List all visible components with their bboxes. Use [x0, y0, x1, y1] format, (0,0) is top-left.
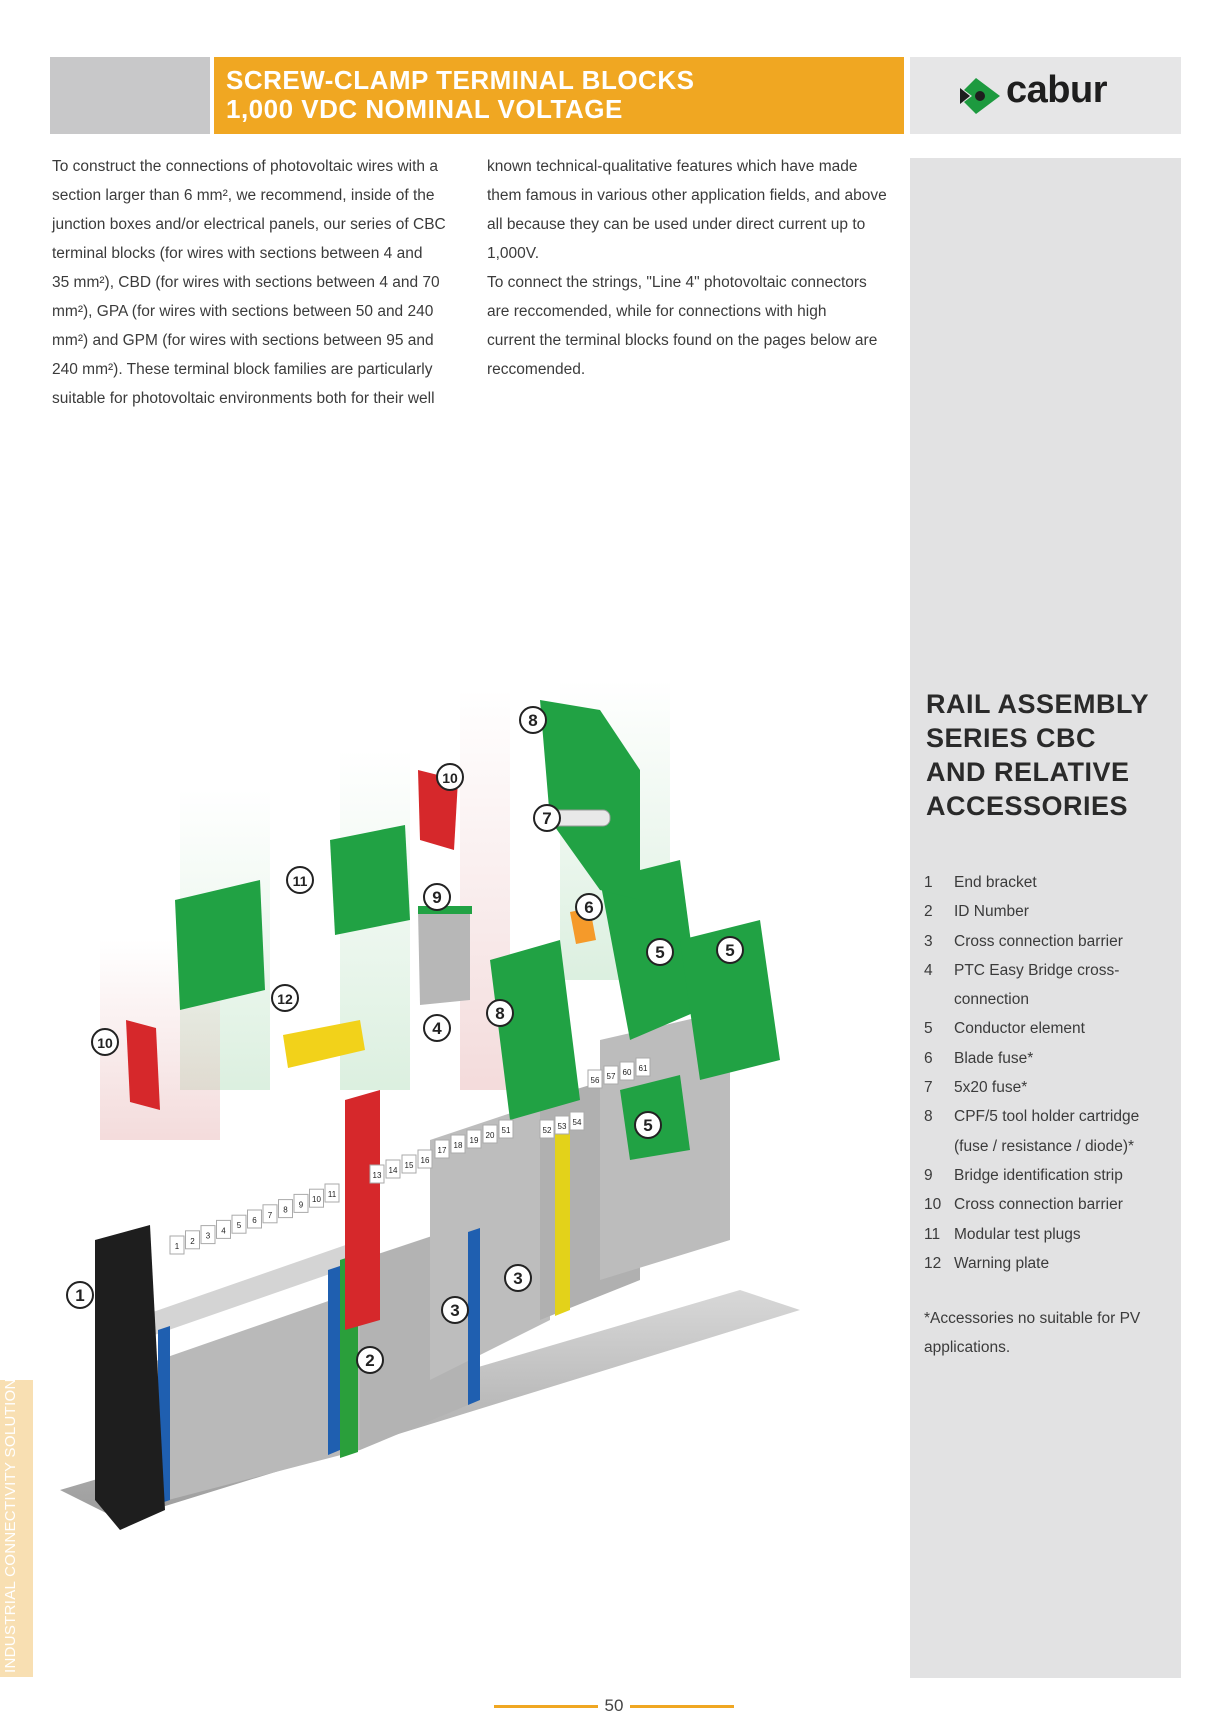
- id-number-text: 54: [572, 1118, 582, 1127]
- id-number-text: 13: [372, 1171, 382, 1180]
- id-number-text: 57: [606, 1072, 616, 1081]
- legend-text: 5x20 fuse*: [954, 1079, 1028, 1097]
- cabur-logo-icon: [956, 76, 1002, 116]
- accessories-legend: [924, 868, 1174, 1278]
- footer-rule-right: [630, 1705, 734, 1708]
- body-text-line: To connect the strings, "Line 4" photovoltaic connectors: [487, 274, 867, 291]
- page-title-line-1: SCREW-CLAMP TERMINAL BLOCKS: [226, 65, 695, 95]
- legend-text: Conductor element: [954, 1020, 1085, 1038]
- body-text-line: known technical-qualitative features which have made: [487, 158, 858, 175]
- callout-label: 8: [495, 1004, 505, 1023]
- legend-number: 3: [924, 932, 933, 950]
- legend-item: [924, 1220, 1174, 1249]
- id-number-text: 11: [327, 1190, 337, 1199]
- legend-number: 8: [924, 1108, 933, 1126]
- callout-label: 2: [365, 1351, 375, 1370]
- callout-label: 4: [432, 1019, 442, 1038]
- callout-label: 1: [75, 1286, 85, 1305]
- id-number-text: 16: [420, 1156, 430, 1165]
- legend-item: [924, 1073, 1174, 1102]
- body-text-line: are reccomended, while for connections with high: [487, 303, 827, 320]
- legend-text: End bracket: [954, 874, 1037, 891]
- legend-item: [924, 1249, 1174, 1278]
- modular-test-plug: [330, 825, 410, 935]
- cross-connection-barrier: [126, 1020, 160, 1110]
- sidebar-title-line: ACCESSORIES: [926, 791, 1129, 821]
- legend-text: PTC Easy Bridge cross-connection: [954, 961, 1120, 1009]
- id-number-text: 10: [312, 1195, 321, 1205]
- legend-text: Blade fuse*: [954, 1049, 1034, 1067]
- id-number-text: 20: [485, 1131, 495, 1140]
- body-text-column-2: [487, 152, 892, 384]
- legend-number: 4: [924, 961, 933, 979]
- callout-label: 10: [97, 1035, 113, 1051]
- body-text-line: suitable for photovoltaic environments both for their well: [52, 390, 435, 407]
- body-text-line: 240 mm²). These terminal block families are particularly: [52, 361, 433, 378]
- body-text-line: section larger than 6 mm², we recommend, inside of the: [52, 187, 435, 204]
- legend-text: Bridge identification strip: [954, 1166, 1123, 1184]
- callout-label: 7: [542, 809, 552, 828]
- id-number-text: 19: [469, 1136, 479, 1145]
- callout-label: 10: [442, 770, 458, 786]
- legend-text: CPF/5 tool holder cartridge (fuse / resistance / diode)*: [954, 1108, 1140, 1155]
- legend-item: [924, 1161, 1174, 1190]
- page-number: 50: [604, 1696, 624, 1715]
- callout-label: 5: [725, 941, 735, 960]
- id-number-text: 52: [542, 1126, 552, 1135]
- body-text-line: junction boxes and/or electrical panels, our series of CBC: [52, 216, 446, 233]
- id-number-text: 60: [622, 1068, 632, 1077]
- id-number-text: 5: [236, 1221, 242, 1231]
- red-barrier: [345, 1090, 380, 1330]
- callout-label: 8: [528, 711, 538, 730]
- legend-number: 5: [924, 1020, 933, 1038]
- sidebar-title-line: SERIES CBC: [926, 723, 1097, 753]
- body-text-line: terminal blocks (for wires with sections between 4 and: [52, 245, 423, 262]
- legend-item: [924, 1044, 1174, 1073]
- legend-item: [924, 1102, 1174, 1161]
- legend-footnote: *Accessories no suitable for PV applications.: [924, 1310, 1141, 1356]
- callout-label: 11: [292, 873, 308, 889]
- body-text-line: 1,000V.: [487, 245, 540, 262]
- callout-label: 5: [655, 943, 665, 962]
- legend-item: [924, 1014, 1174, 1043]
- callout-label: 6: [584, 898, 594, 917]
- legend-text: Cross connection barrier: [954, 1196, 1123, 1214]
- legend-text: Cross connection barrier: [954, 932, 1123, 950]
- id-number-text: 6: [252, 1216, 257, 1225]
- id-number-text: 51: [501, 1126, 511, 1135]
- body-text-line: reccomended.: [487, 361, 586, 378]
- footer-rule-left: [494, 1705, 598, 1708]
- legend-item: [924, 927, 1174, 956]
- legend-number: 2: [924, 903, 933, 921]
- id-number-text: 9: [298, 1200, 304, 1210]
- legend-item: [924, 897, 1174, 926]
- body-text-line: mm²), GPA (for wires with sections between 50 and 240: [52, 303, 434, 320]
- legend-item: [924, 1190, 1174, 1219]
- page-title: [226, 66, 694, 124]
- callout-label: 5: [643, 1116, 653, 1135]
- legend-item: [924, 868, 1174, 897]
- legend-text: Modular test plugs: [954, 1225, 1081, 1243]
- body-text-line: current the terminal blocks found on the pages below are: [487, 332, 878, 349]
- legend-number: 10: [924, 1196, 942, 1214]
- body-text-line: them famous in various other application fields, and above: [487, 187, 887, 204]
- body-text-line: all because they can be used under direct current up to: [487, 216, 866, 233]
- legend-number: 11: [924, 1225, 941, 1243]
- legend-number: 12: [924, 1254, 942, 1272]
- bridge-cross-connection: [418, 906, 470, 1005]
- id-number-text: 2: [190, 1236, 195, 1246]
- id-number-text: 1: [174, 1242, 180, 1251]
- legend-item: [924, 956, 1174, 1015]
- id-number-text: 15: [404, 1161, 414, 1170]
- legend-text: ID Number: [954, 903, 1029, 921]
- id-number-text: 4: [221, 1226, 226, 1236]
- modular-test-plug: [175, 880, 265, 1010]
- legend-number: 7: [924, 1079, 933, 1097]
- body-text-line: mm²) and GPM (for wires with sections between 95 and: [52, 332, 434, 349]
- body-text-line: To construct the connections of photovoltaic wires with a: [52, 158, 438, 175]
- id-number-text: 8: [283, 1205, 288, 1215]
- header-gray-block: [50, 57, 210, 134]
- legend-number: 1: [924, 874, 933, 891]
- id-number-text: 56: [590, 1076, 600, 1085]
- brand-logo-text: cabur: [1006, 69, 1107, 111]
- callout-label: 12: [277, 991, 293, 1007]
- page-title-line-2: 1,000 VDC NOMINAL VOLTAGE: [226, 94, 623, 124]
- brand-logo-box: [910, 57, 1181, 134]
- vertical-section-label: INDUSTRIAL CONNECTIVITY SOLUTIONS: [2, 1368, 19, 1673]
- legend-number: 6: [924, 1049, 933, 1067]
- id-number-text: 53: [557, 1122, 567, 1131]
- end-bracket: [95, 1225, 165, 1530]
- sidebar-title-line: AND RELATIVE: [926, 757, 1130, 787]
- id-number-text: 61: [638, 1064, 648, 1073]
- callout-label: 9: [432, 888, 442, 907]
- id-number-text: 7: [267, 1210, 273, 1220]
- rail-assembly-illustration: [40, 680, 920, 1560]
- sidebar-title-line: RAIL ASSEMBLY: [926, 689, 1150, 719]
- body-text-column-1: [52, 152, 457, 413]
- id-number-text: 18: [453, 1141, 463, 1150]
- body-text-line: 35 mm²), CBD (for wires with sections between 4 and 70: [52, 274, 440, 291]
- callout-label: 3: [450, 1301, 460, 1320]
- sidebar-title: [926, 687, 1149, 823]
- id-number-text: 3: [205, 1231, 211, 1241]
- callout-label: 3: [513, 1269, 523, 1288]
- id-number-text: 14: [388, 1166, 398, 1175]
- id-number-text: 17: [437, 1146, 447, 1155]
- legend-number: 9: [924, 1166, 933, 1184]
- legend-text: Warning plate: [954, 1254, 1050, 1272]
